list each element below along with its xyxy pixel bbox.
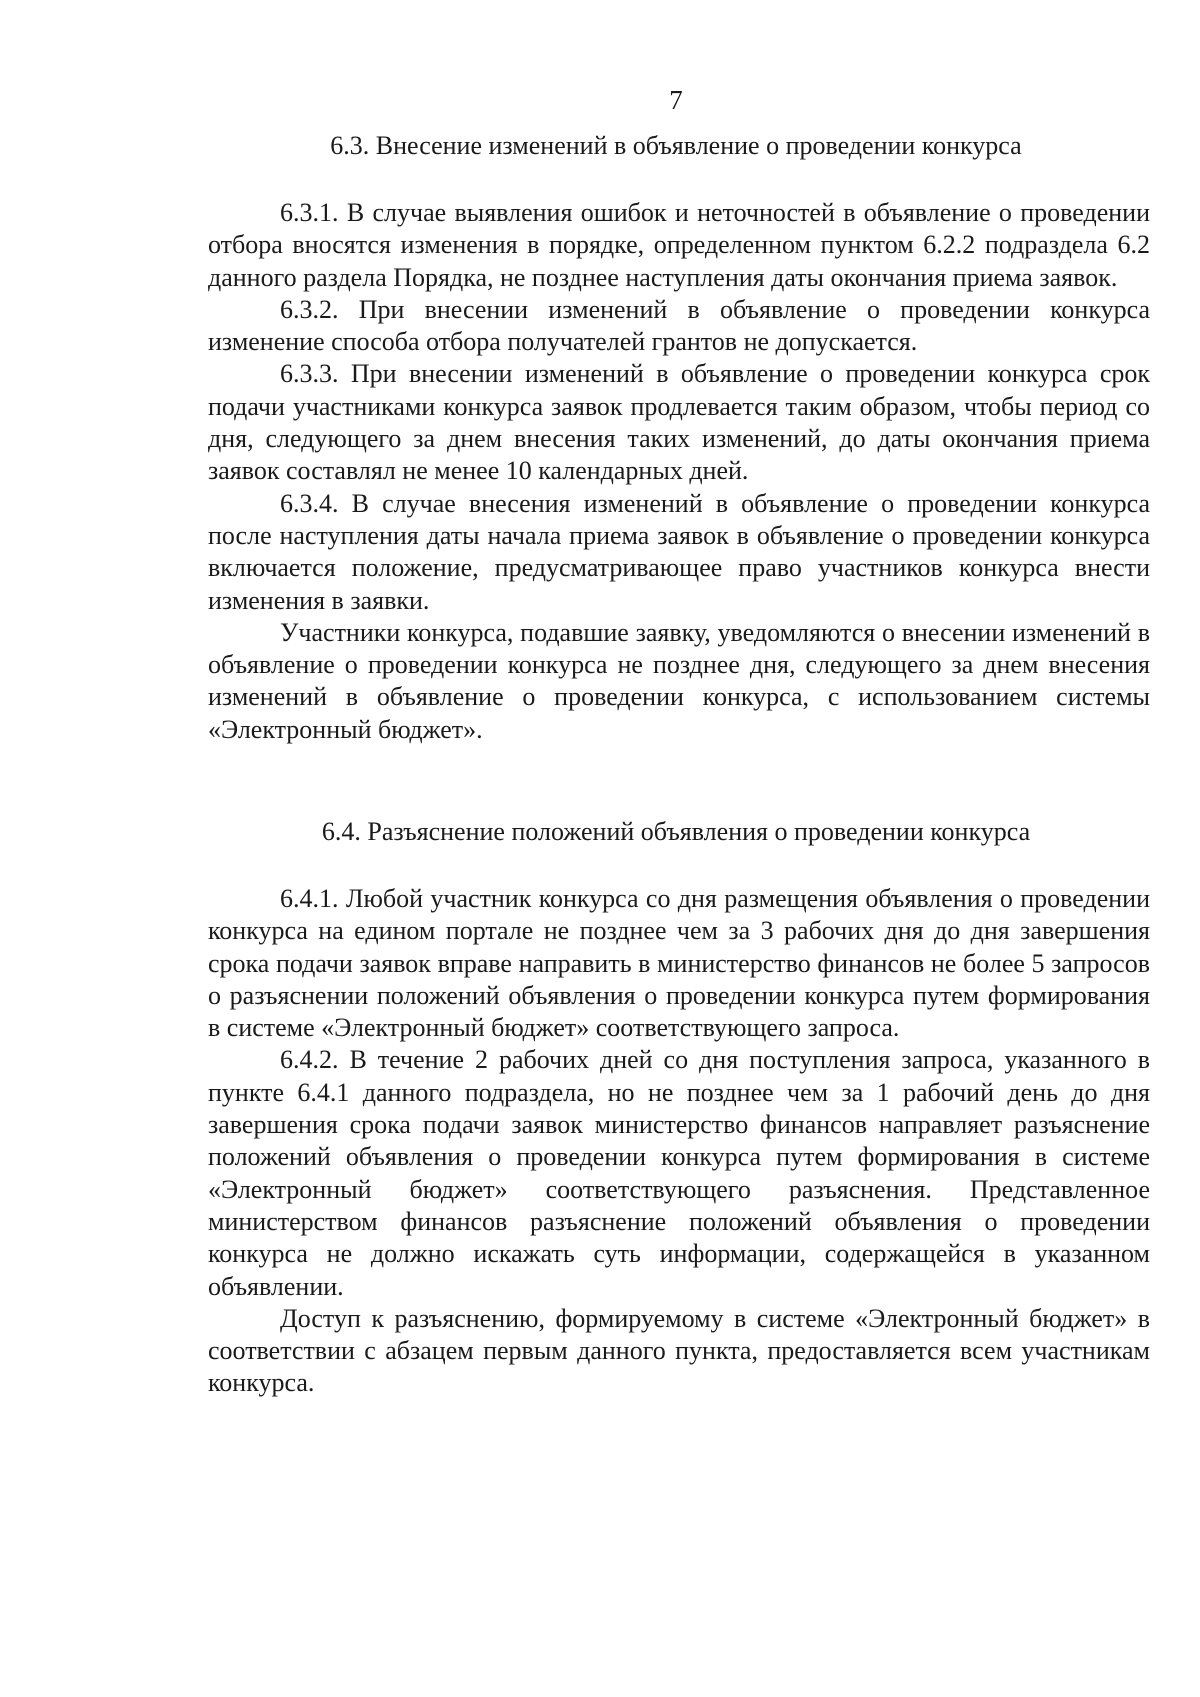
paragraph-6-3-4-notice: Участники конкурса, подавшие заявку, уведомляются о внесении изменений в объявление о проведении конкурса не позднее дня, следующего за днем внесения изменений в объявление о проведении конкурса, с использованием системы «Электронный бюджет». [208,617,1150,744]
paragraph-6-4-1: 6.4.1. Любой участник конкурса со дня размещения объявления о проведении конкурса на едином портале не позднее чем за 3 рабочих дня до дня завершения срока подачи заявок вправе направить в министерство финансов не более 5 запросов о разъяснении положений объявления о проведении конкурса путем формирования в системе «Электронный бюджет» соответствующего запроса. [208,884,1150,1043]
paragraph-6-3-3: 6.3.3. При внесении изменений в объявление о проведении конкурса срок подачи участниками конкурса заявок продлевается таким образом, чтобы период со дня, следующего за днем внесения таких изменений, до даты окончания приема заявок составлял не менее 10 календарных дней. [208,359,1150,486]
section-body-6-4 [208,883,1150,1400]
paragraph-6-3-2: 6.3.2. При внесении изменений в объявление о проведении конкурса изменение способа отбора получателей грантов не допускается. [208,294,1150,357]
paragraph-6-4-2: 6.4.2. В течение 2 рабочих дней со дня поступления запроса, указанного в пункте 6.4.1 данного подраздела, но не позднее чем за 1 рабочий день до дня завершения срока подачи заявок министерство финансов направляет разъяснение положений объявления о проведении конкурса путем формирования в системе «Электронный бюджет» соответствующего разъяснения. Представленное министерством финансов разъяснение положений объявления о проведении конкурса не должно искажать суть информации, содержащейся в указанном объявлении. [208,1045,1150,1301]
page-number: 7 [669,85,683,115]
section-heading-6-4: 6.4. Разъяснение положений объявления о проведении конкурса [321,817,1031,846]
paragraph-6-4-2-access: Доступ к разъяснению, формируемому в системе «Электронный бюджет» в соответствии с абзацем первым данного пункта, предоставляется всем участникам конкурса. [208,1303,1150,1398]
paragraph-6-3-4: 6.3.4. В случае внесения изменений в объявление о проведении конкурса после наступления даты начала приема заявок в объявление о проведении конкурса включается положение, предусматривающее право участников конкурса внести изменения в заявки. [208,488,1150,615]
section-body-6-3 [208,197,1150,746]
section-heading-6-3: 6.3. Внесение изменений в объявление о проведении конкурса [330,131,1022,160]
paragraph-6-3-1: 6.3.1. В случае выявления ошибок и неточностей в объявление о проведении отбора вносятся изменения в порядке, определенном пунктом 6.2.2 подраздела 6.2 данного раздела Порядка, не позднее наступления даты окончания приема заявок. [208,198,1150,292]
